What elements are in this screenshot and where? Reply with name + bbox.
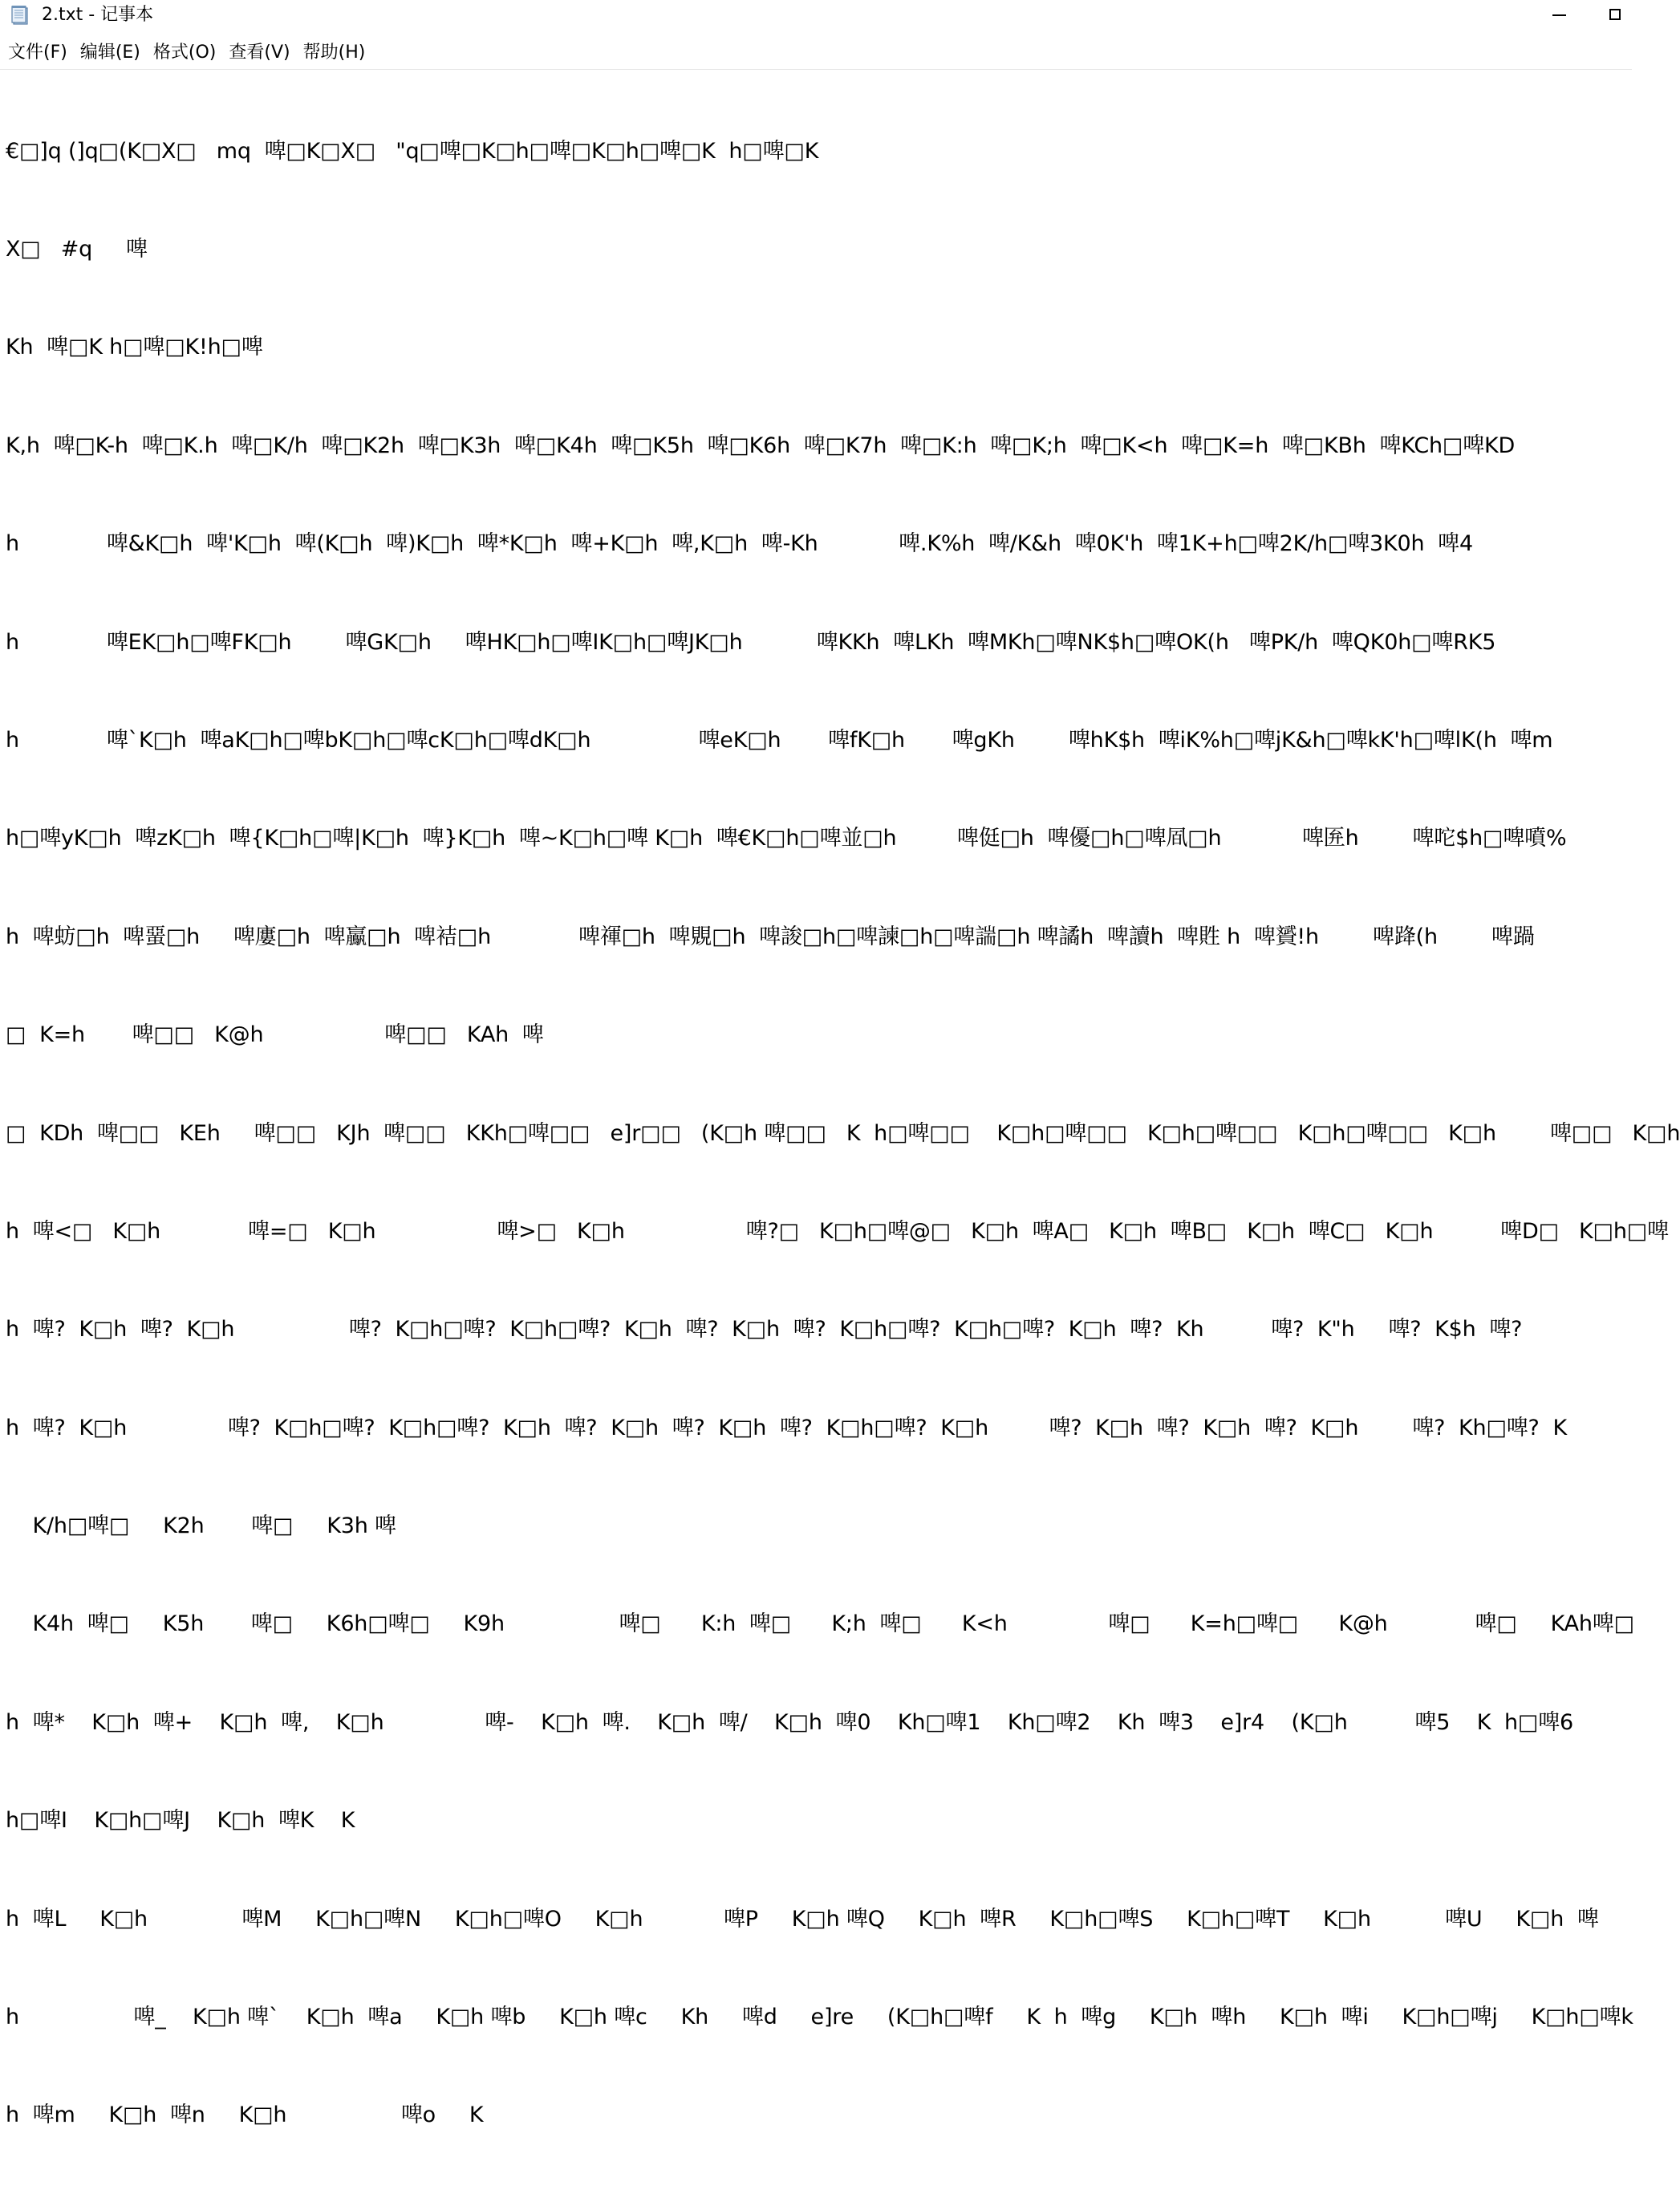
text-line: h 啤? K□h 啤? K□h 啤? K□h□啤? K□h□啤? K□h 啤? K□h 啤? K□h□啤? K□h□啤? K□h 啤? Kh 啤? K"h 啤? K$h 啤?: [6, 1317, 1523, 1343]
maximize-icon: [1609, 9, 1621, 20]
text-line: K/h□啤□ K2h 啤□ K3h 啤: [6, 1513, 396, 1539]
menu-view[interactable]: 查看(V): [229, 43, 290, 63]
text-editor[interactable]: [0, 69, 1680, 2128]
text-content[interactable]: [6, 70, 1680, 2198]
text-line: Kh 啤□K h□啤□K!h□啤: [6, 335, 263, 360]
text-line: K,h 啤□K-h 啤□K.h 啤□K/h 啤□K2h 啤□K3h 啤□K4h 啤□K5h 啤□K6h 啤□K7h 啤□K:h 啤□K;h 啤□K<h 啤□K=h 啤□KBh 啤KCh□啤KD: [6, 433, 1516, 458]
text-line: €□]q (]q□(K□X□ mq 啤□K□X□ "q□啤□K□h□啤□K□h□啤□K h□啤□K: [6, 138, 819, 164]
text-line: h 啤* K□h 啤+ K□h 啤, K□h 啤- K□h 啤. K□h 啤/ K□h 啤0 Kh□啤1 Kh□啤2 Kh 啤3 e]r4 (K□h 啤5 K h□啤6: [6, 1709, 1574, 1735]
menu-format[interactable]: 格式(O): [152, 43, 217, 63]
text-line: h□啤I K□h□啤J K□h 啤K K: [6, 1808, 355, 1834]
notepad-icon: [10, 5, 30, 26]
window-title: 2.txt - 记事本: [42, 5, 154, 25]
text-line: □ K=h 啤□□ K@h 啤□□ KAh 啤: [6, 1022, 544, 1048]
text-line: h 啤L K□h 啤M K□h□啤N K□h□啤O K□h 啤P K□h 啤Q K□h 啤R K□h□啤S K□h□啤T K□h 啤U K□h 啤: [6, 1906, 1599, 1932]
minimize-icon: [1552, 14, 1566, 16]
text-line: h 啤`K□h 啤aK□h□啤bK□h□啤cK□h□啤dK□h 啤eK□h 啤fK□h 啤gKh 啤hK$h 啤iK%h□啤jK&h□啤kK'h□啤lK(h 啤m: [6, 727, 1553, 753]
text-line: □ KDh 啤□□ KEh 啤□□ KJh 啤□□ KKh□啤□□ e]r□□ (K□h 啤□□ K h□啤□□ K□h□啤□□ K□h□啤□□ K□h□啤□□ K□h 啤□□ K□h: [6, 1120, 1680, 1146]
text-line: h 啤蚄□h 啤蝁□h 啤廔□h 啤鸁□h 啤袺□h 啤禈□h 啤覞□h 啤誜□h□啤諫□h□啤諯□h 啤譎h 啤讀h 啤貹 h 啤贇!h 啤跭(h 啤踻: [6, 924, 1535, 949]
menu-help[interactable]: 帮助(H): [302, 43, 366, 63]
minimize-button[interactable]: [1531, 0, 1587, 29]
title-bar: [0, 0, 1632, 32]
menu-edit[interactable]: 编辑(E): [79, 43, 140, 63]
text-line: h□啤yK□h 啤zK□h 啤{K□h□啤|K□h 啤}K□h 啤~K□h□啤 K□h 啤€K□h□啤並□h 啤侹□h 啤優□h□啤凮□h 啤匥h 啤咜$h□啤噴%: [6, 826, 1567, 851]
menu-bar: [0, 38, 1633, 68]
text-line: h 啤_ K□h 啤` K□h 啤a K□h 啤b K□h 啤c Kh 啤d e]re (K□h□啤f K h 啤g K□h 啤h K□h 啤i K□h□啤j K□h□啤k: [6, 2005, 1633, 2030]
maximize-button[interactable]: [1587, 0, 1643, 29]
text-line: h 啤m K□h 啤n K□h 啤o K: [6, 2103, 484, 2128]
text-line: X□ #q 啤: [6, 236, 148, 262]
text-line: h 啤&K□h 啤'K□h 啤(K□h 啤)K□h 啤*K□h 啤+K□h 啤,K□h 啤-Kh 啤.K%h 啤/K&h 啤0K'h 啤1K+h□啤2K/h□啤3K0h 啤4: [6, 531, 1473, 557]
text-line: h 啤EK□h□啤FK□h 啤GK□h 啤HK□h□啤IK□h□啤JK□h 啤KKh 啤LKh 啤MKh□啤NK$h□啤OK(h 啤PK/h 啤QK0h□啤RK5: [6, 629, 1496, 655]
text-line: h 啤<□ K□h 啤=□ K□h 啤>□ K□h 啤?□ K□h□啤@□ K□h 啤A□ K□h 啤B□ K□h 啤C□ K□h 啤D□ K□h□啤: [6, 1218, 1669, 1244]
text-line: h 啤? K□h 啤? K□h□啤? K□h□啤? K□h 啤? K□h 啤? K□h 啤? K□h□啤? K□h 啤? K□h 啤? K□h 啤? K□h 啤? Kh□啤? K: [6, 1415, 1567, 1440]
menu-file[interactable]: 文件(F): [8, 43, 67, 63]
text-line: K4h 啤□ K5h 啤□ K6h□啤□ K9h 啤□ K:h 啤□ K;h 啤□ K<h 啤□ K=h□啤□ K@h 啤□ KAh啤□: [6, 1611, 1634, 1637]
